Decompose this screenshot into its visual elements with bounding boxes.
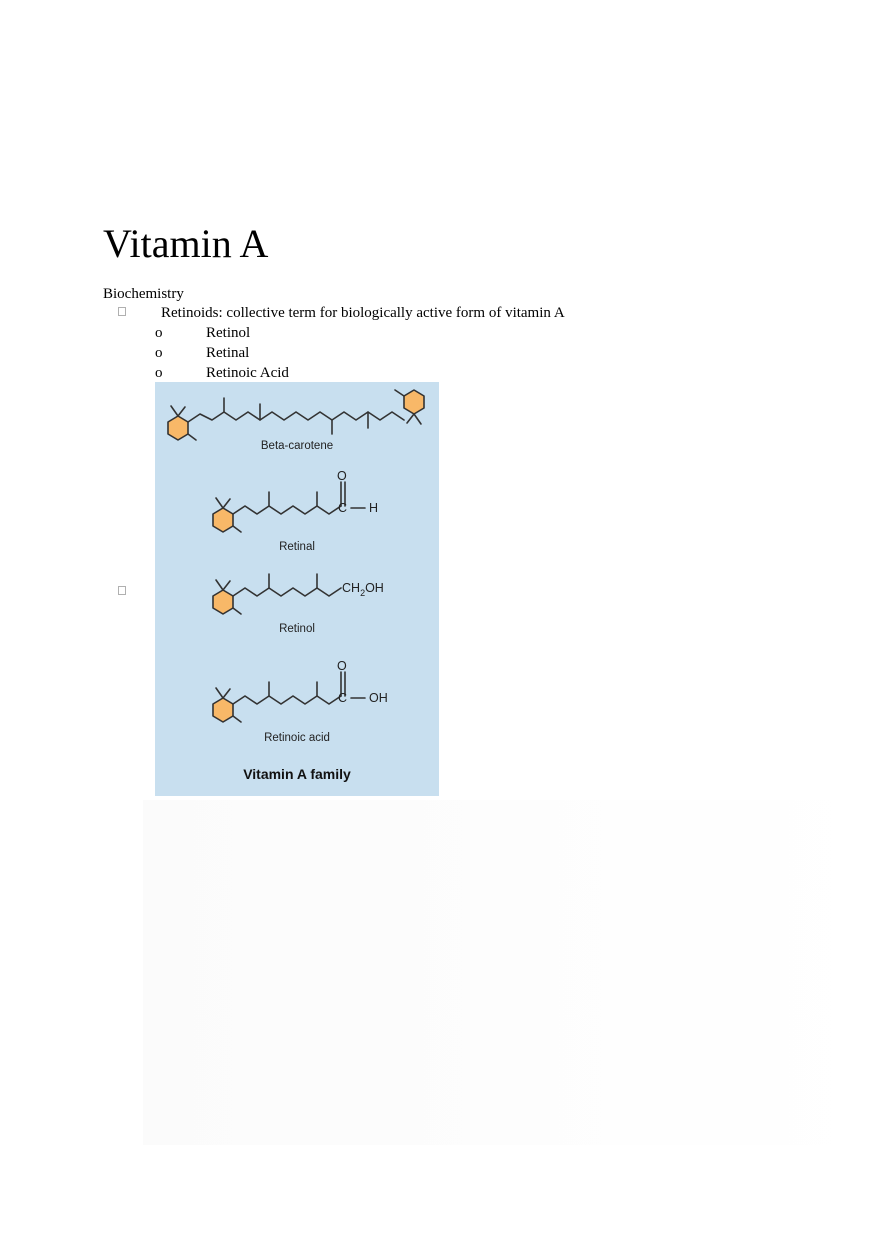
ring-icon: [213, 590, 233, 614]
beta-carotene-label: Beta-carotene: [260, 440, 334, 452]
page-title: Vitamin A: [103, 221, 269, 266]
figure-title: Vitamin A family: [243, 766, 351, 782]
atom-label: OH: [369, 691, 388, 705]
bullet-text: Retinoids: collective term for biologically active form of vitamin A: [161, 305, 565, 321]
page-shading: [143, 800, 880, 1145]
retinoic-acid-label: Retinoic acid: [264, 732, 330, 744]
ring-icon: [213, 508, 233, 532]
bullet-icon: [118, 307, 126, 316]
ring-icon: [168, 416, 188, 440]
list-item: Retinal: [206, 345, 250, 361]
ring-icon: [213, 698, 233, 722]
section-heading: Biochemistry: [103, 286, 184, 302]
atom-label: O: [337, 469, 347, 483]
sub-bullet-marker: o: [155, 345, 163, 361]
list-item: Retinoic Acid: [206, 365, 289, 381]
atom-label: O: [337, 659, 347, 673]
sub-bullet-marker: o: [155, 365, 163, 381]
list-item: Retinol: [206, 325, 251, 341]
ring-icon: [404, 390, 424, 414]
atom-label: C: [338, 501, 348, 515]
sub-bullet-marker: o: [155, 325, 163, 341]
figure-bullet-icon: [118, 586, 126, 595]
retinol-label: Retinol: [279, 623, 315, 635]
atom-label: H: [369, 501, 379, 515]
atom-label: $CH_2OH$: [342, 581, 384, 598]
vitamin-a-family-figure: [155, 382, 439, 796]
atom-label: C: [338, 691, 348, 705]
retinal-label: Retinal: [279, 541, 315, 553]
